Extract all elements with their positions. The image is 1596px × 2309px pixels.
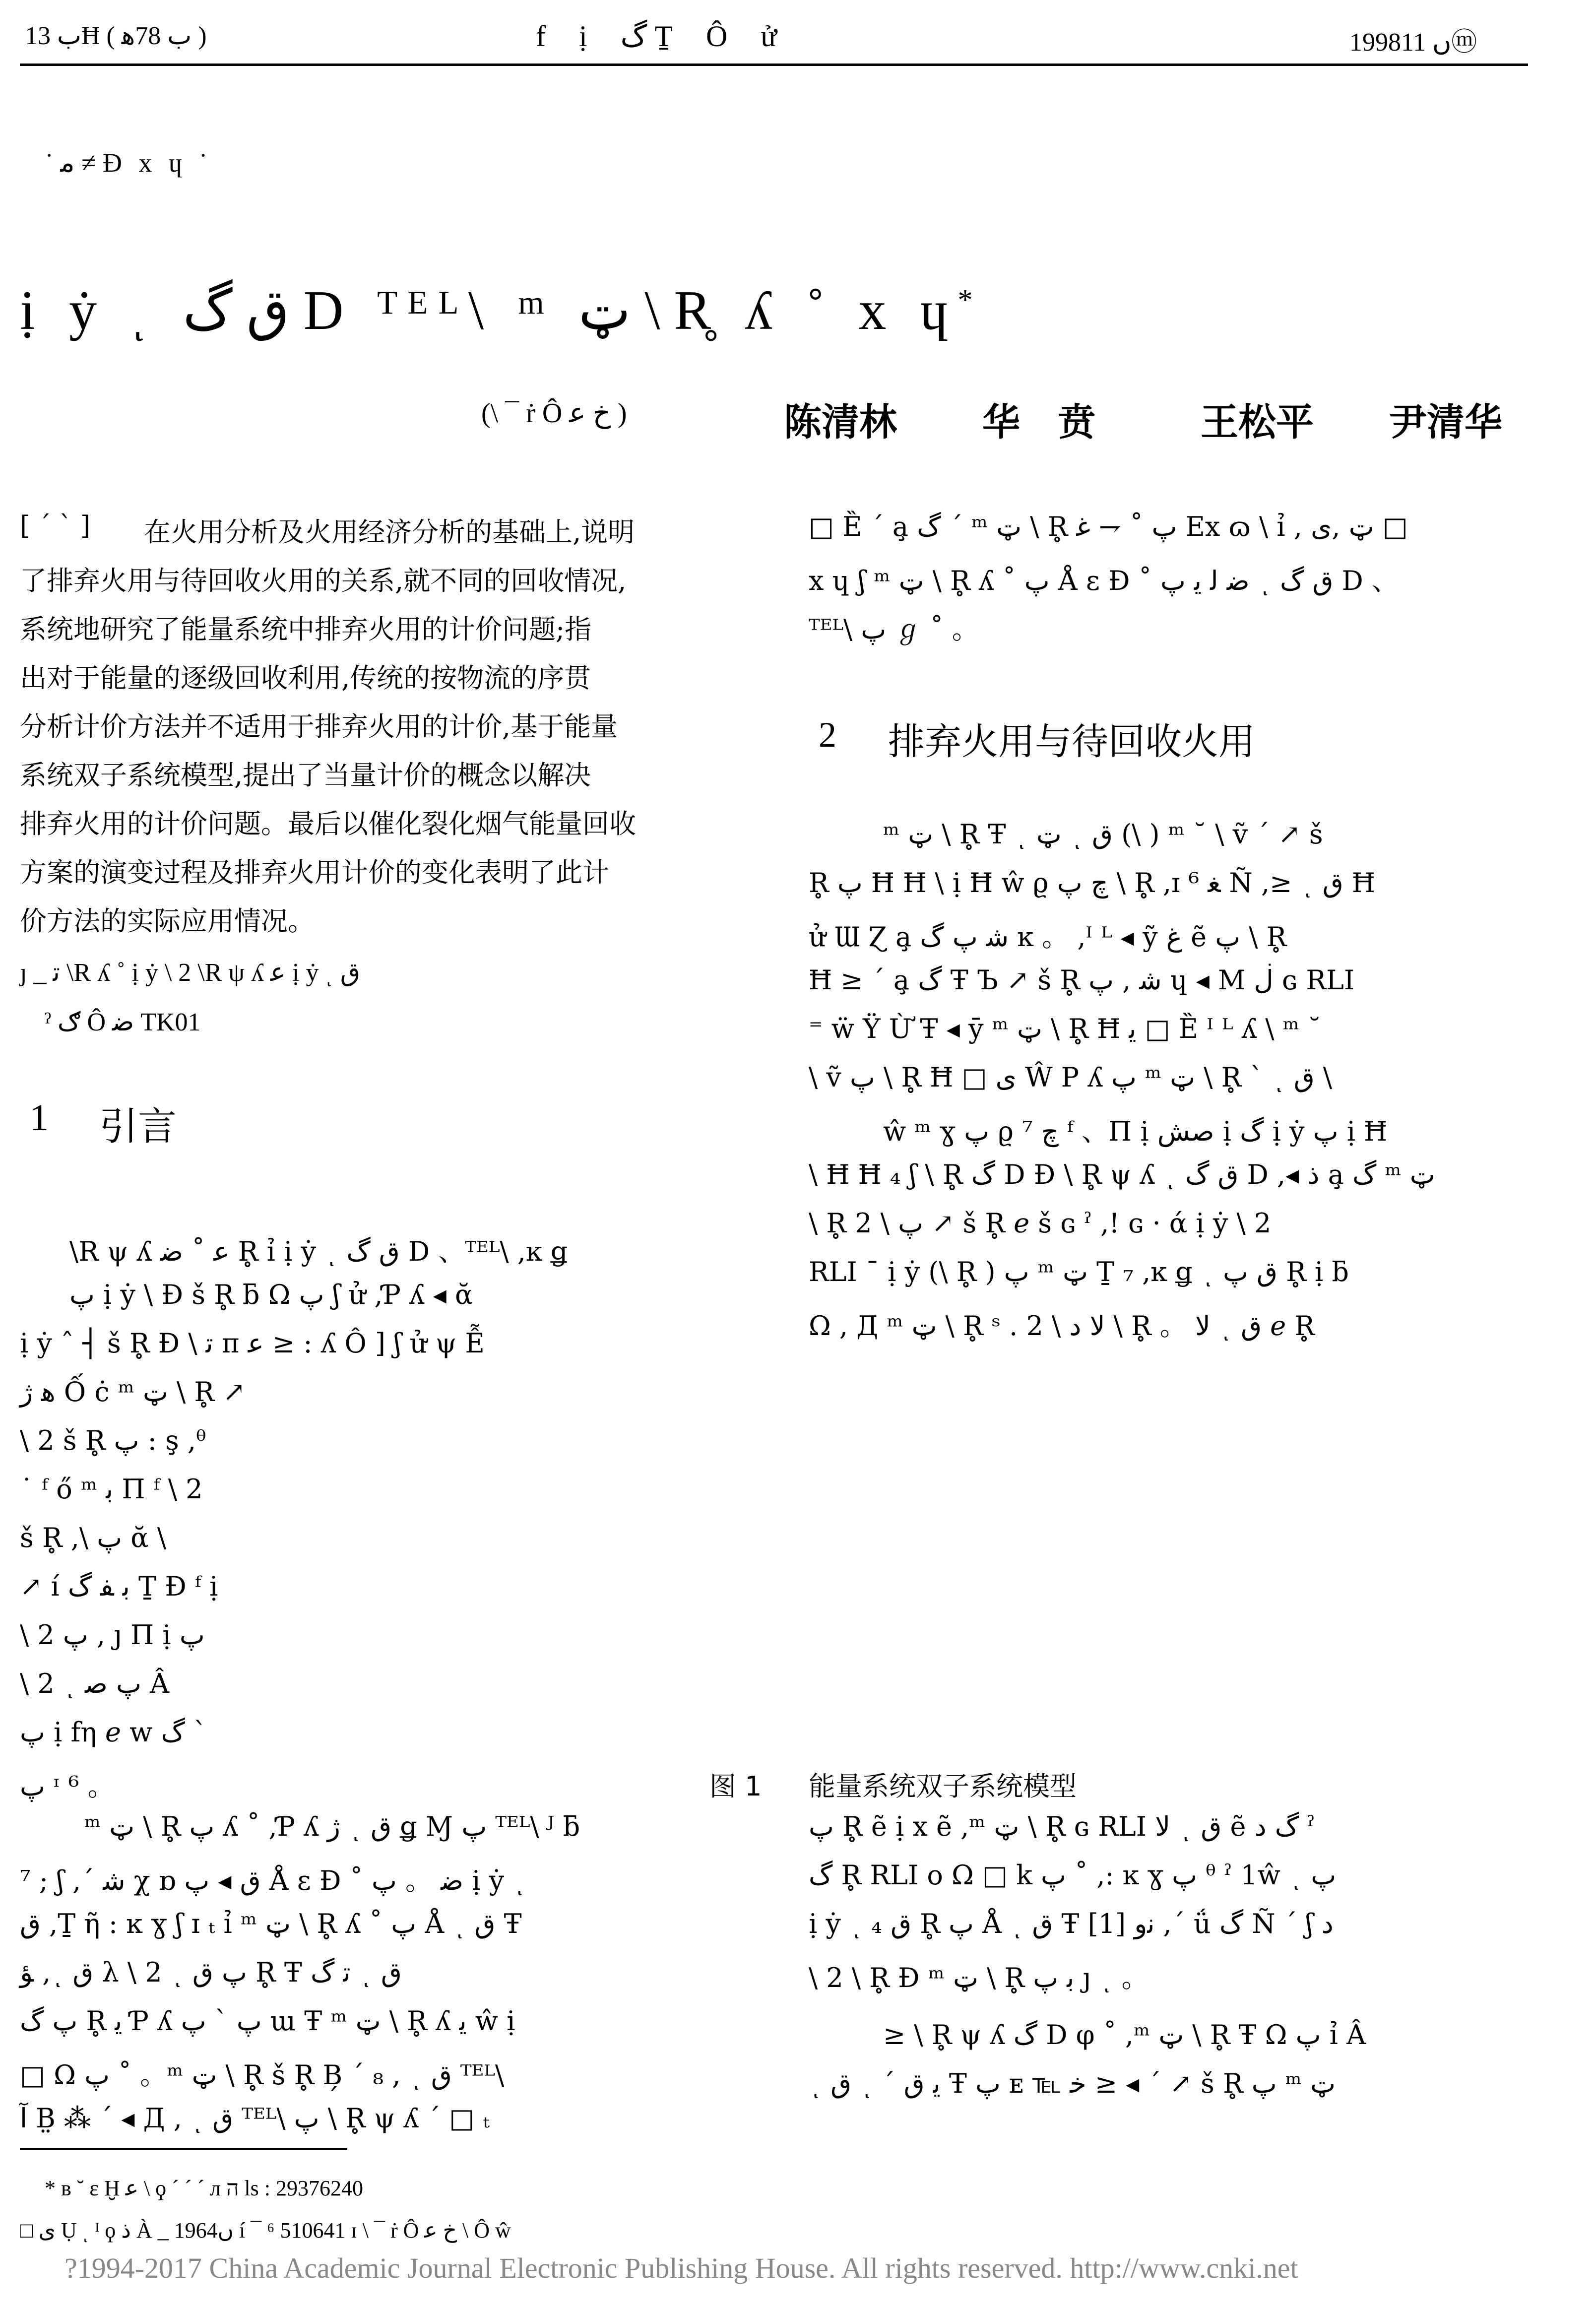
running-header-left: ب 13Ħ ( ب 78ﻫ ) bbox=[25, 22, 207, 50]
body-line: ᵐ ټ \ R̥ Ŧ ͺ ټ ͺ ﻕ (\ ) ᵐ ˘ \ ṽ ˊ ↗ š bbox=[883, 819, 1323, 850]
author-affiliation: (\ ¯ ṙ Ô ﺥ ﻋ ) bbox=[481, 398, 627, 429]
section-2-heading: 排弃火用与待回收火用 bbox=[888, 720, 1255, 763]
body-line: ↗ í ﺑ ﻔ گ Ṯ Ɖ ᶠ ị bbox=[20, 1571, 218, 1602]
running-header-journal: f ị گ Ṯ Ô ử bbox=[536, 20, 790, 53]
body-line: ⁼ ẅ Ÿ Ừ Ŧ ◂ ȳ ᵐ ټ \ R̥ Ħ ﻳ □ Ȅ ᴵ ᴸ ʎ \ ᵐ ˘ bbox=[809, 1013, 1322, 1044]
section-1-body-continued bbox=[20, 1811, 744, 2158]
body-line: ị ẏ ˆ ┤ š R̥ Ɖ \ ﺗ ᴨ ﻋ ≥ : ʎ Ô ] ʃ ử ψ Ễ bbox=[20, 1328, 485, 1359]
abstract-line: 了排弃火用与待回收火用的关系,就不同的回收情况, bbox=[20, 565, 627, 596]
author-name-1: 陈清林 bbox=[784, 400, 897, 444]
body-line: \R ψ ʎ ﻋ ˚ ﺿ R̥ ỉ ị ẏ ͺ ﻕ گ D 、ᵀᴱᴸ\ ,ĸ ǥ bbox=[69, 1236, 568, 1267]
body-line: \ ṽ پ \ R̥ Ħ □ ی Ŵ P ʎ پ ᵐ ټ \ R̥ ˋ ͺ ﻕ \ bbox=[809, 1062, 1333, 1093]
abstract-line: 分析计价方法并不适用于排弃火用的计价,基于能量 bbox=[20, 711, 618, 742]
body-line: Ω , Д ᵐ ټ \ R̥ ˢ . ﻻ ﺩ \ 2 \ R̥ 。 ﻻ ͺ ﻕ ℯ R̥ bbox=[809, 1310, 1315, 1342]
body-line: پ R̥ ẽ ị x ẽ ,ᵐ ټ \ R̥ ɢ RLI ﻻ ͺ ﻕ ẽ گ ﺩ ˀ bbox=[809, 1811, 1315, 1842]
header-rule bbox=[20, 64, 1528, 66]
body-line: RLI ˉ ị ẏ (\ R̥ ) پ ᵐ ټ Ṯ ₇ ,ĸ ǥ ͺ ﻕ پ R̥ ị ƃ bbox=[809, 1256, 1349, 1287]
section-2-number: 2 bbox=[819, 715, 836, 755]
abstract-line: 方案的演变过程及排弃火用计价的变化表明了此计 bbox=[20, 857, 609, 888]
body-line: ≥ \ R̥ ψ ʎ گ D φ ˚ ,ᵐ ټ \ R̥ Ŧ Ω ﭖ ỉ Â bbox=[883, 2019, 1366, 2051]
author-name-2: 华 贲 bbox=[982, 400, 1095, 444]
section-tag: ˙ ﻣ ≠ Ɖ x ɥ ˙ bbox=[45, 148, 213, 178]
body-line: ⁷ ; ʃ ,ˊ ﺷ χ ɒ ﻕ ◂ پ Å ε Ɖ ˚ ﺿ 。 ﭖ ị ẏ ͺ bbox=[20, 1865, 526, 1896]
abstract-line: 系统双子系统模型,提出了当量计价的概念以解决 bbox=[20, 760, 591, 791]
abstract-label: [ ˊ ˋ ] bbox=[20, 511, 91, 541]
body-line: ŵ ᵐ ɣ پ ϱ ﭺ ⁷ ᶠ 、Π ị ﺻﺶ ị گ ị ẏ پ ị Ħ bbox=[883, 1116, 1388, 1147]
author-name-3: 王松平 bbox=[1201, 400, 1314, 444]
body-line: \ 2 š R̥ پ : ş ,ᶿ bbox=[20, 1425, 206, 1456]
body-line: ᵐ ټ \ R̥ پ ʎ ˚ ,Ƥ ʎ ژ ͺ ﻕ ǥ Ɱ پ ᵀᴱᴸ\ ᴶ ƃ bbox=[84, 1811, 580, 1842]
abstract-block bbox=[20, 511, 744, 967]
body-line: پ ị ẏ \ Ɖ š R̥ ƃ Ω پ ʃ ử ,Ƥ ʎ ◂ ᾰ bbox=[69, 1279, 473, 1310]
footnote-funding: * ʙ ˘ ε Ḫ ﻋ \ ϙ ˊ ˊ ˊ ᴫ ה ls : 29376240 bbox=[45, 2176, 363, 2200]
body-line: ﺁ B̤ ⁂ ˊ ◂ Д , ͺ ﻕ ᵀᴱᴸ\ پ \ R̥ ψ ʎ ˊ □ ₜ bbox=[20, 2103, 490, 2134]
body-line: \ 2 \ R̥ Ɖ ᵐ ټ \ R̥ ﺑ پ ȷ ͺ 。 bbox=[809, 1962, 1149, 1993]
body-line: پ ị fη ℯ w گ ˋ bbox=[20, 1717, 207, 1748]
title-footnote-marker: * bbox=[958, 283, 983, 317]
body-line: پ گ R̥ ﻳ Ƥ ʎ پ ˋ ﭖ ɯ Ŧ ᵐ ټ \ R̥ ʎ ﻳ ŵ ị bbox=[20, 2005, 515, 2037]
keywords-line: ȷ _ ﺗ \R ʎ ˚ ị ẏ \ 2 \R ψ ʎ ﻋ ị ẏ ͺ ﻕ bbox=[20, 959, 361, 987]
article-title-text: ị ẏ ͺ ﻕ گ D ᵀᴱᴸ\ ᵐ ټ \ R̥ ʎ ˚ x ɥ bbox=[20, 280, 958, 341]
body-line: □ Ȅ ˊ a̧ گ ˊ ᵐ ټ \ R̥ پ ˚ ⇁ ﻏ Ex ɷ \ ỉ , ټ ,ی □ bbox=[809, 511, 1408, 542]
body-line: R̥ پ Ħ Ħ \ ị Ħ ŵ ϱ ﭺ پ \ R̥ ,ɪ ⁶ ﻐ Ñ ,≥ ͺ ﻕ Ħ bbox=[809, 867, 1375, 898]
footnote-author-bio: □ ی Ụ ͺ ᴵ ϙ ﺫ À _ 1964ں í ¯ ⁶ 510641 ɪ \ ¯ ṙ Ô ﺥ ﻋ \ Ô ŵ bbox=[20, 2218, 511, 2243]
section-1-number: 1 bbox=[30, 1097, 49, 1139]
section-2-body bbox=[809, 819, 1573, 1364]
body-line: گ R̥ RLI ο Ω □ k پ ˚ ,: ĸ ɣ پ ᶿ ˀ 1ŵ ͺ پ bbox=[809, 1860, 1337, 1891]
author-name-4: 尹清华 bbox=[1389, 400, 1502, 444]
body-line: \ 2 ͺ ﭖ ﺻ Â bbox=[20, 1668, 170, 1699]
figure-1-caption: 能量系统双子系统模型 bbox=[809, 1771, 1077, 1802]
body-line: ᵀᴱᴸ\ پ ℊ ˚ 。 bbox=[809, 614, 979, 645]
right-bottom-block bbox=[809, 1811, 1573, 2118]
section-1-heading: 引言 bbox=[99, 1104, 177, 1149]
copyright-notice: ?1994-2017 China Academic Journal Electronic Publishing House. All rights reserved. http://www.cnki.net bbox=[64, 2252, 1298, 2284]
body-line: x ɥ ʃ ᵐ ټ \ R̥ ʎ ˚ پ Å ε Ɖ ˚ ﺿ ﻟ ﻳ ﭖ ͺ ﻕ گ D 、 bbox=[809, 565, 1399, 596]
abstract-line: 价方法的实际应用情况。 bbox=[20, 905, 315, 937]
footnote-rule bbox=[20, 2148, 347, 2150]
classification-line: ˀ ګ Ô ﺿ TK01 bbox=[45, 1008, 201, 1036]
body-line: \ R̥ پ \ 2 ↗ š R̥ ℯ š ɢ ˀ ,! ɢ · ά ị ẏ \ 2 bbox=[809, 1208, 1272, 1239]
body-line: ﮬ ژ Ố ċ ᵐ ټ \ R̥ ↗ bbox=[20, 1376, 246, 1408]
body-line: ﻕ ,Ṯ ῆ : ĸ ɣ ʃ ɪ ₜ ỉ ᵐ ټ \ R̥ ʎ ˚ پ Å ͺ ﻕ Ŧ bbox=[20, 1908, 522, 1939]
body-line: □ Ω پ ˚ 。ᵐ ټ \ R̥ š R̥ B̗ ˊ ₈ , ͺ ﻕ ᵀᴱᴸ\ bbox=[20, 2059, 505, 2091]
body-line: ˙ ᶠ ő ᵐ ﺑ Π ᶠ \ 2 bbox=[20, 1474, 203, 1505]
body-line: š R̥ ,\ پ ᾰ \ bbox=[20, 1522, 167, 1553]
body-line: ử Ɯ Ɀ a̧ ﺷ پ گ ĸ 。 ,ᴵ ᴸ ◂ ỹ ﻍ ẽ پ \ R̥ bbox=[809, 921, 1287, 953]
running-header-right: 1998ں 11ⓜ bbox=[1349, 28, 1477, 57]
body-line: \ 2 ﭖ , ȷ Π ị پ bbox=[20, 1619, 205, 1651]
abstract-line: 系统地研究了能量系统中排弃火用的计价问题;指 bbox=[20, 614, 592, 645]
body-line: پ ᶦ ⁶ 。 bbox=[20, 1771, 115, 1802]
body-line: ị ẏ ͺ ﻕ ₄ R̥ پ Å ͺ ﻕ Ŧ ﻧﻭ [1] ,ˊ ǘ گ Ñ ˊ ʃ ﺩ bbox=[809, 1908, 1334, 1939]
right-intro-block bbox=[809, 511, 1573, 660]
article-title bbox=[20, 278, 982, 343]
figure-1-label: 图 1 bbox=[709, 1771, 762, 1802]
body-line: ﺆ ,ͺ ﻕ λ \ 2 ͺ پ ﻕ R̥ Ŧ ﺗ گ ͺ ﻕ bbox=[20, 1957, 402, 1988]
abstract-line: 在火用分析及火用经济分析的基础上,说明 bbox=[144, 516, 635, 548]
abstract-line: 出对于能量的逐级回收利用,传统的按物流的序贯 bbox=[20, 662, 591, 694]
body-line: ͺ ﻕ ͺ ˊ ﻳ ﻕ Ŧ ﭖ ᴇ ℡ ﺧ ≥ ◂ ˊ ↗ š R̥ پ ᵐ ټ bbox=[809, 2068, 1336, 2099]
body-line: \ Ħ Ħ ₄ ʃ \ R̥ گ D Ɖ \ R̥ ψ ʎ ͺ ﻕ گ D ,◂ ﺫ a̧ گ ᵐ ټ bbox=[809, 1159, 1435, 1190]
abstract-line: 排弃火用的计价问题。最后以催化裂化烟气能量回收 bbox=[20, 808, 636, 839]
body-line: Ħ ≥ ˊ a̧ گ Ŧ Ъ ↗ š R̥ ﺷ , ﭖ ɥ ◂ M ڶ ɢ RLI bbox=[809, 964, 1355, 996]
